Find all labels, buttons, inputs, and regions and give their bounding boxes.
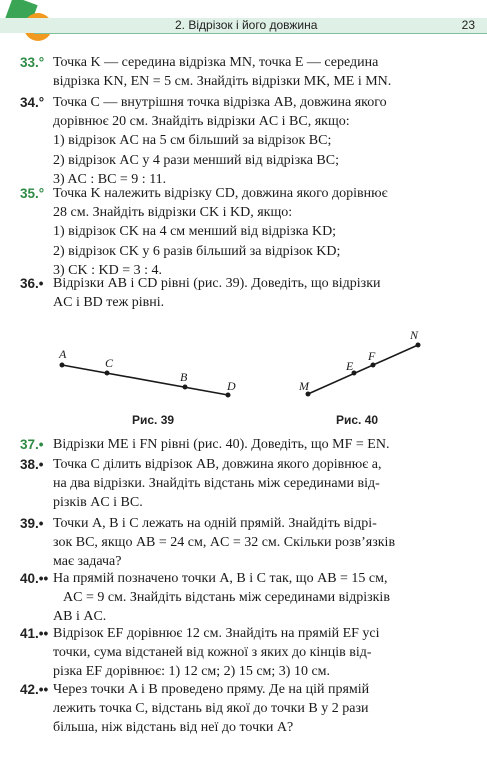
page-number: 23 — [461, 18, 475, 32]
label-b: B — [180, 370, 188, 384]
exercise-line: Відрізки ME і FN рівні (рис. 40). Доведіть, що MF = EN. — [53, 437, 390, 452]
exercise-42 — [20, 680, 465, 738]
exercise-line: має задача? — [53, 554, 122, 570]
header-rule — [34, 33, 487, 34]
exercise-line: зок BC, якщо AB = 24 см, AC = 32 см. Скільки розв’язків — [53, 535, 396, 551]
exercise-line: дорівнює 20 см. Знайдіть відрізки AC і BC, якщо: — [53, 114, 350, 130]
label-c: C — [105, 356, 114, 370]
exercise-number: 38.• — [20, 457, 44, 472]
exercise-line: Через точки A і B проведено пряму. Де на цій прямій — [53, 682, 370, 697]
label-f: F — [368, 349, 376, 363]
exercise-40 — [20, 569, 465, 627]
figure-40 — [298, 327, 438, 402]
exercise-number: 34.° — [20, 95, 45, 110]
figure-39 — [50, 345, 280, 405]
exercise-34 — [20, 93, 465, 189]
chapter-title: 2. Відрізок і його довжина — [175, 18, 318, 32]
exercise-line: 2) відрізок AC у 4 рази менший від відрізка BC; — [53, 152, 339, 168]
exercise-line: 2) відрізок CK у 6 разів більший за відрізок KD; — [53, 243, 341, 259]
label-d: D — [227, 379, 236, 393]
exercise-line: 28 см. Знайдіть відрізки CK і KD, якщо: — [53, 205, 293, 221]
point-n — [416, 343, 421, 348]
exercise-line: різка EF дорівнює: 1) 12 см; 2) 15 см; 3) 10 см. — [53, 664, 331, 680]
figure-40-caption: Рис. 40 — [336, 413, 379, 427]
page-header — [0, 0, 487, 48]
exercise-number: 35.° — [20, 186, 45, 201]
exercise-35 — [20, 184, 465, 280]
exercise-line: Точка K належить відрізку CD, довжина якого дорівнює — [53, 186, 388, 201]
exercise-number: 33.° — [20, 55, 45, 70]
exercise-33 — [20, 53, 465, 91]
exercise-number: 40.•• — [20, 571, 49, 586]
exercise-38 — [20, 455, 465, 513]
exercise-number: 41.•• — [20, 626, 49, 641]
exercise-line: 1) відрізок AC на 5 см більший за відрізок BC; — [53, 133, 332, 149]
exercise-line: Точки A, B і C лежать на одній прямій. Знайдіть відрі- — [53, 516, 377, 531]
label-m: M — [299, 379, 309, 393]
exercise-line: Точка C — внутрішня точка відрізка AB, довжина якого — [53, 95, 387, 110]
exercise-line: більша, ніж відстань від неї до точки A? — [53, 720, 294, 736]
exercise-line: відрізка KN, EN = 5 см. Знайдіть відрізки MK, ME і MN. — [53, 74, 392, 90]
point-a — [60, 363, 65, 368]
exercise-number: 37.• — [20, 437, 44, 452]
label-n: N — [410, 328, 419, 342]
exercise-36 — [20, 274, 465, 312]
exercise-line: лежить точка C, відстань від якої до точки B у 2 рази — [53, 701, 369, 717]
exercise-line: точки, сума відстаней від кожної з яких до кінців від- — [53, 645, 372, 661]
point-d — [226, 393, 231, 398]
exercise-number: 39.• — [20, 516, 44, 531]
exercise-37 — [20, 435, 465, 454]
exercise-41 — [20, 624, 465, 682]
exercise-line: на два відрізки. Знайдіть відстань між серединами від- — [53, 476, 380, 492]
label-e: E — [346, 359, 354, 373]
exercise-line: Відрізок EF дорівнює 12 см. Знайдіть на прямій EF усі — [53, 626, 380, 641]
point-b — [183, 385, 188, 390]
exercise-line: Точка C ділить відрізок AB, довжина якого дорівнює a, — [53, 457, 382, 472]
exercise-line: 3) AC : BC = 9 : 11. — [53, 171, 167, 187]
exercise-line: різків AC і BC. — [53, 495, 143, 511]
exercise-number: 36.• — [20, 276, 44, 291]
exercise-number: 42.•• — [20, 682, 49, 697]
exercise-39 — [20, 514, 465, 572]
exercise-line: На прямій позначено точки A, B і C так, що AB = 15 см, — [53, 571, 388, 586]
exercise-line: Відрізки AB і CD рівні (рис. 39). Доведіть, що відрізки — [53, 276, 381, 291]
exercise-line: 1) відрізок CK на 4 см менший від відрізка KD; — [53, 224, 337, 240]
exercise-line: 3) CK : KD = 3 : 4. — [53, 262, 163, 278]
exercise-line: AB і AC. — [53, 609, 107, 625]
figure-39-caption: Рис. 39 — [132, 413, 175, 427]
point-c — [105, 371, 110, 376]
point-f — [371, 363, 376, 368]
exercise-line: AC і BD теж рівні. — [53, 295, 165, 311]
exercise-line: Точка K — середина відрізка MN, точка E — середина — [53, 55, 379, 70]
exercise-line: AC = 9 см. Знайдіть відстань між серединами відрізків — [63, 590, 390, 606]
label-a: A — [59, 347, 67, 361]
